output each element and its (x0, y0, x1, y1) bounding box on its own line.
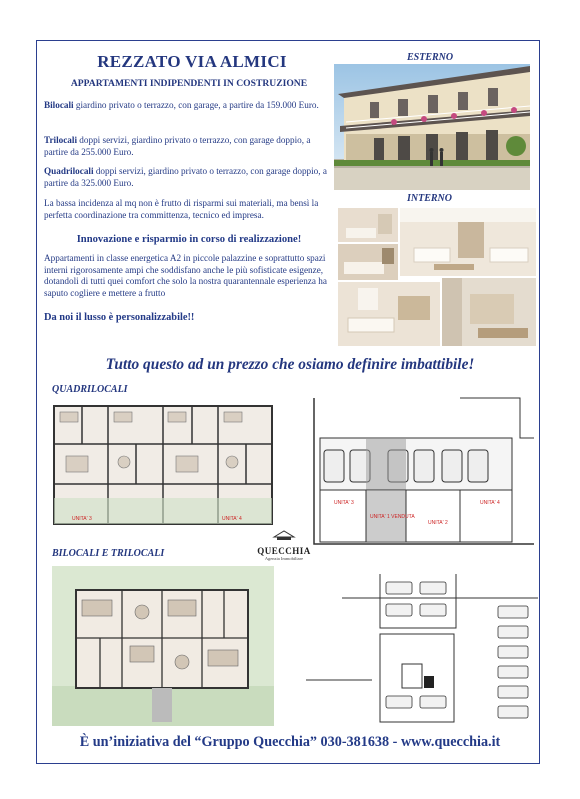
offer-text: giardino privato o terrazzo, con garage, a partire da 159.000 Euro. (73, 100, 319, 110)
building-illustration (334, 64, 530, 190)
body-text: Appartamenti in classe energetica A2 in piccole palazzine e soprattutto spazi interni rigorosamente ampi che soddisfano anche le più sofisticate esigenze, dotandoli di tutti quei comfort che solo la nostra quarantennale esperienza ha saputo cogliere e mettere a frutto (44, 253, 327, 298)
garage-floorplan (310, 394, 538, 548)
exterior-photo (334, 64, 530, 190)
page-title: REZZATO VIA ALMICI (97, 52, 287, 71)
intro-text: La bassa incidenza al mq non è frutto di risparmi sui materiali, ma bensì la perfetta coordinazione tra committenza, tecnico ed impresa. (44, 198, 319, 220)
quadrilocali-floorplan (52, 398, 274, 528)
offer-bilocali (44, 100, 334, 112)
offer-type: Trilocali (44, 135, 77, 145)
esterno-label: ESTERNO (407, 52, 454, 63)
offer-text: doppi servizi, giardino privato o terrazzo, con garage doppio, a partire da 325.000 Euro. (44, 166, 327, 188)
offer-text: doppi servizi, giardino privato o terrazzo, con garage doppio, a partire da 255.000 Euro. (44, 135, 311, 157)
floorplan-quad (52, 398, 274, 528)
parking-floorplan (302, 568, 538, 728)
page-subtitle: APPARTAMENTI INDIPENDENTI IN COSTRUZIONE (70, 78, 308, 89)
lusso-text: Da noi il lusso è personalizzabile!! (44, 312, 195, 323)
logo-name: QUECCHIA (257, 546, 311, 556)
floorplan-parking (302, 568, 538, 728)
plan-label: UNITA' 4 (480, 500, 500, 506)
offer-quadrilocali (44, 166, 334, 189)
house-icon (272, 529, 296, 541)
tagline: Tutto questo ad un prezzo che osiamo definire imbattibile! (105, 356, 475, 373)
bilocali-floorplan (52, 566, 274, 726)
plan-label: UNITA' 2 (428, 520, 448, 526)
quecchia-logo (254, 528, 314, 561)
plan-label: UNITA' 3 (72, 516, 92, 522)
bilocali-trilocali-label: BILOCALI E TRILOCALI (52, 548, 165, 559)
plan-label: UNITA' 1 VENDUTA (370, 514, 415, 520)
highlight-text: Innovazione e risparmio in corso di realizzazione! (76, 234, 302, 245)
floorplan-garage (310, 394, 538, 548)
plan-label: UNITA' 3 (334, 500, 354, 506)
interior-collage (338, 208, 536, 346)
offer-type: Quadrilocali (44, 166, 94, 176)
interior-photos (338, 208, 536, 346)
logo-sub: Agenzia Immobiliare (264, 556, 304, 561)
offer-trilocali (44, 135, 334, 158)
interno-label: INTERNO (407, 193, 453, 204)
floorplan-bilo (52, 566, 274, 726)
footer-contact: È un’iniziativa del “Gruppo Quecchia” 030-381638 - www.quecchia.it (79, 734, 501, 750)
plan-label: UNITA' 4 (222, 516, 242, 522)
offer-type: Bilocali (44, 100, 74, 110)
quadrilocali-label: QUADRILOCALI (52, 384, 128, 395)
